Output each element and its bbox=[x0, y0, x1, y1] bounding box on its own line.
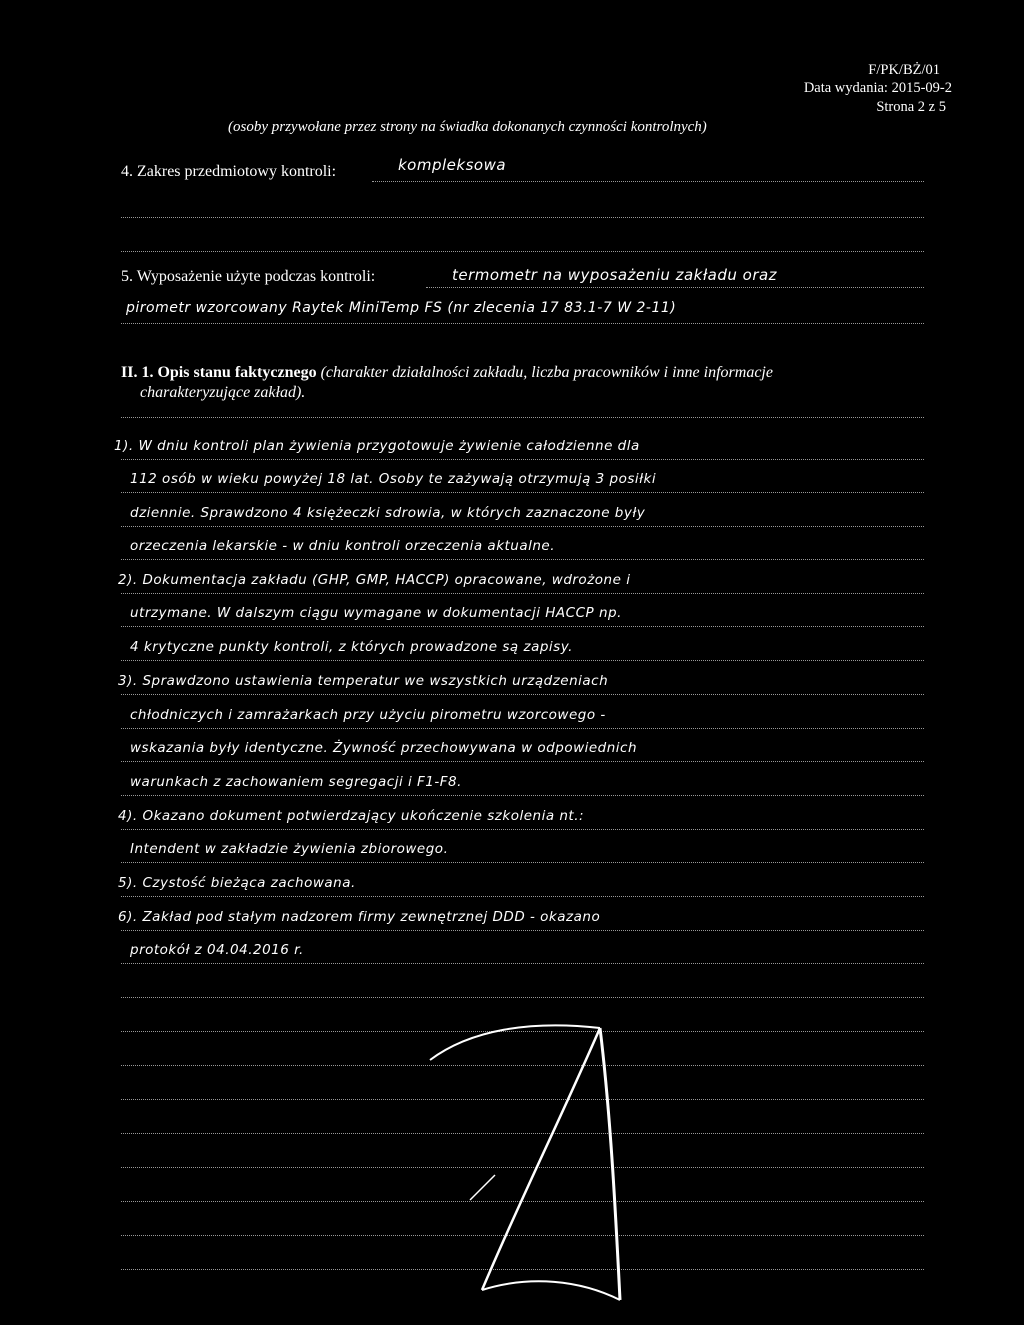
section-II-desc1: (charakter działalności zakładu, liczba pracowników i inne informacje bbox=[320, 364, 773, 381]
section5-line1: termometr na wyposażeniu zakładu oraz bbox=[452, 266, 778, 284]
section-II-number: II. 1. bbox=[121, 364, 154, 381]
dotted-line bbox=[121, 458, 924, 460]
section4-label: 4. Zakres przedmiotowy kontroli: bbox=[121, 163, 337, 180]
dotted-line bbox=[121, 491, 924, 493]
section4-value: kompleksowa bbox=[398, 156, 507, 174]
dotted-line bbox=[121, 558, 924, 560]
section-II-title: Opis stanu faktycznego bbox=[157, 364, 317, 381]
form-code: F/PK/BŻ/01 bbox=[868, 62, 940, 78]
section5-label: 5. Wyposażenie użyte podczas kontroli: bbox=[121, 268, 376, 285]
dotted-line bbox=[121, 895, 924, 897]
dotted-line bbox=[121, 592, 924, 594]
dotted-line bbox=[121, 760, 924, 762]
dotted-line bbox=[121, 322, 924, 324]
finding-line: 1). W dniu kontroli plan żywienia przygotowuje żywienie całodzienne dla bbox=[114, 438, 640, 454]
witness-note: (osoby przywołane przez strony na świadka dokonanych czynności kontrolnych) bbox=[228, 119, 707, 135]
section-II-heading bbox=[121, 364, 773, 382]
page-number: Strona 2 z 5 bbox=[876, 99, 946, 115]
finding-line: Intendent w zakładzie żywienia zbiorowego. bbox=[130, 841, 449, 857]
finding-line: 6). Zakład pod stałym nadzorem firmy zewnętrznej DDD - okazano bbox=[118, 909, 601, 925]
dotted-line bbox=[121, 625, 924, 627]
dotted-line bbox=[121, 525, 924, 527]
dotted-line bbox=[121, 929, 924, 931]
finding-line: dziennie. Sprawdzono 4 księżeczki sdrowia, w których zaznaczone były bbox=[130, 505, 646, 521]
closing-z-stroke bbox=[410, 1000, 660, 1310]
finding-line: 4 krytyczne punkty kontroli, z których prowadzone są zapisy. bbox=[130, 639, 573, 655]
dotted-line bbox=[121, 216, 924, 218]
dotted-line bbox=[121, 693, 924, 695]
finding-line: wskazania były identyczne. Żywność przechowywana w odpowiednich bbox=[130, 740, 638, 756]
dotted-line bbox=[121, 828, 924, 830]
finding-line: utrzymane. W dalszym ciągu wymagane w dokumentacji HACCP np. bbox=[130, 605, 622, 621]
finding-line: protokół z 04.04.2016 r. bbox=[130, 942, 304, 958]
dotted-line bbox=[121, 996, 924, 998]
dotted-line bbox=[121, 250, 924, 252]
dotted-line bbox=[121, 727, 924, 729]
section5-line2: pirometr wzorcowany Raytek MiniTemp FS (nr zlecenia 17 83.1-7 W 2-11) bbox=[126, 300, 677, 316]
issue-date: Data wydania: 2015-09-2 bbox=[803, 80, 952, 96]
dotted-line bbox=[426, 286, 924, 288]
dotted-line bbox=[372, 180, 924, 182]
finding-line: 3). Sprawdzono ustawienia temperatur we wszystkich urządzeniach bbox=[118, 673, 609, 689]
finding-line: 2). Dokumentacja zakładu (GHP, GMP, HACCP) opracowane, wdrożone i bbox=[118, 572, 631, 588]
finding-line: chłodniczych i zamrażarkach przy użyciu pirometru wzorcowego - bbox=[130, 707, 606, 723]
dotted-line bbox=[121, 794, 924, 796]
dotted-line bbox=[121, 659, 924, 661]
finding-line: 112 osób w wieku powyżej 18 lat. Osoby te zażywają otrzymują 3 posiłki bbox=[130, 471, 657, 487]
finding-line: 5). Czystość bieżąca zachowana. bbox=[118, 875, 356, 891]
finding-line: 4). Okazano dokument potwierdzający ukończenie szkolenia nt.: bbox=[118, 808, 585, 824]
section-II-desc2: charakteryzujące zakład). bbox=[140, 384, 306, 401]
finding-line: warunkach z zachowaniem segregacji i F1-F8. bbox=[130, 774, 462, 790]
finding-line: orzeczenia lekarskie - w dniu kontroli orzeczenia aktualne. bbox=[130, 538, 556, 554]
dotted-line bbox=[121, 861, 924, 863]
dotted-line bbox=[121, 416, 924, 418]
dotted-line bbox=[121, 962, 924, 964]
